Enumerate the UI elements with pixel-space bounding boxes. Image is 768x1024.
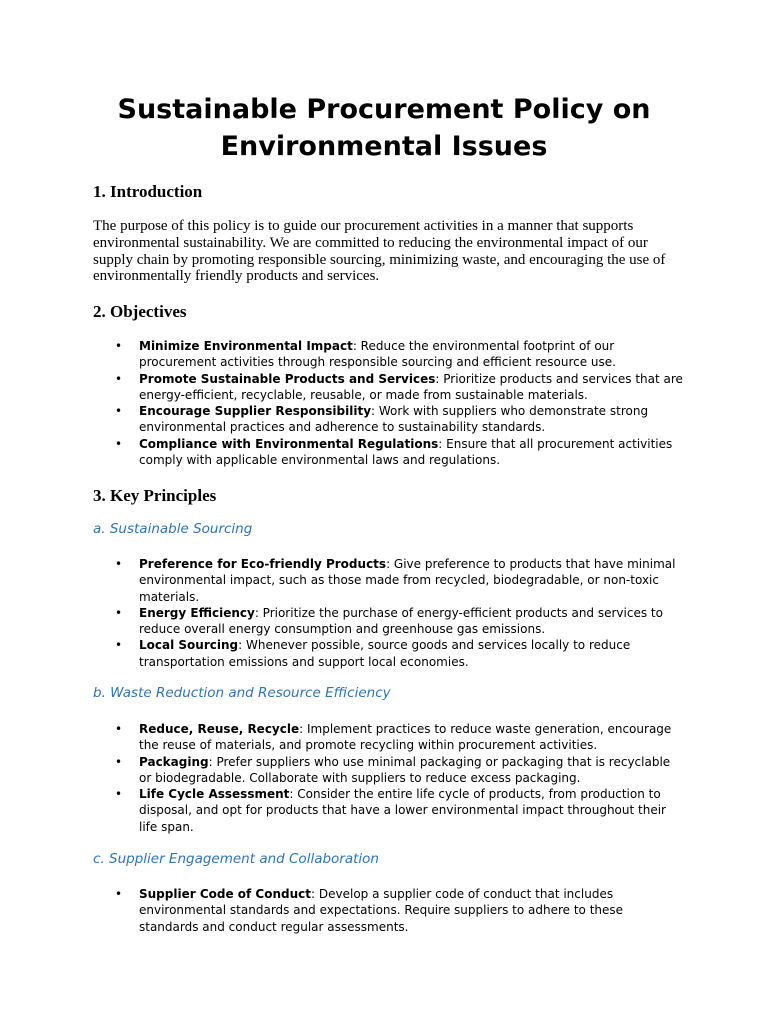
list-item: [115, 605, 685, 638]
list-item: [115, 754, 685, 787]
document-title: Sustainable Procurement Policy on Environmental Issues: [117, 94, 651, 162]
objectives-list: [115, 338, 685, 468]
list-item-term: Preference for Eco-friendly Products: [139, 557, 387, 571]
list-item: [115, 556, 685, 605]
list-item-term: Encourage Supplier Responsibility: [139, 404, 372, 419]
list-item-desc: : Prefer suppliers who use minimal packaging or packaging that is recyclable or biodegradable. Collaborate with suppliers to reduce excess packaging.: [139, 754, 671, 785]
introduction-paragraph: The purpose of this policy is to guide our procurement activities in a manner that supports environmental sustainability. We are committed to reducing the environmental impact of our supply chain by promoting responsible sourcing, minimizing waste, and encouraging the use of environmentally friendly products and services.: [93, 218, 666, 285]
list-item-desc: : Implement practices to reduce waste generation, encourage the reuse of materials, and promote recycling within procurement activities.: [139, 722, 672, 753]
waste-reduction-list: [115, 721, 685, 835]
list-item-desc: : Ensure that all procurement activities comply with applicable environmental laws and regulations.: [139, 436, 673, 468]
list-item-term: Energy Efficiency: [139, 605, 255, 620]
list-item-term: Packaging: [139, 754, 209, 769]
list-item-term: Promote Sustainable Products and Services: [139, 371, 436, 386]
section-heading-key-principles: 3. Key Principles: [93, 486, 217, 505]
list-item-desc: : Develop a supplier code of conduct that includes environmental standards and expectations. Require suppliers to adhere to these standards and conduct regular assessments.: [139, 887, 624, 934]
section-heading-introduction: 1. Introduction: [93, 182, 203, 201]
subsection-heading-supplier-engagement: c. Supplier Engagement and Collaboration: [93, 851, 379, 867]
list-item-term: Life Cycle Assessment: [139, 787, 290, 802]
list-item: [115, 721, 685, 754]
supplier-engagement-list: [115, 886, 685, 935]
list-item-term: Reduce, Reuse, Recycle: [139, 722, 300, 736]
list-item-desc: : Work with suppliers who demonstrate strong environmental practices and adherence to sustainability standards.: [139, 404, 649, 435]
section-heading-objectives: 2. Objectives: [93, 302, 187, 321]
list-item-desc: : Consider the entire life cycle of products, from production to disposal, and opt for products that have a lower environmental impact throughout their life span.: [139, 787, 666, 834]
list-item: [115, 886, 685, 935]
subsection-heading-waste-reduction: b. Waste Reduction and Resource Efficiency: [93, 685, 391, 701]
list-item-desc: : Reduce the environmental footprint of our procurement activities through responsible sourcing and efficient resource use.: [139, 339, 616, 370]
list-item-desc: : Prioritize the purchase of energy-efficient products and services to reduce overall energy consumption and greenhouse gas emissions.: [139, 605, 663, 637]
list-item: [115, 786, 685, 835]
list-item: [115, 371, 685, 404]
list-item: [115, 637, 685, 670]
list-item: [115, 436, 685, 469]
list-item-desc: : Whenever possible, source goods and services locally to reduce transportation emissions and support local economies.: [139, 638, 631, 669]
list-item-term: Local Sourcing: [139, 638, 239, 653]
list-item-desc: : Give preference to products that have minimal environmental impact, such as those made from recycled, biodegradable, or non-toxic materials.: [139, 557, 676, 604]
list-item-term: Compliance with Environmental Regulations: [139, 436, 439, 451]
subsection-heading-sustainable-sourcing: a. Sustainable Sourcing: [93, 521, 253, 537]
list-item-desc: : Prioritize products and services that are energy-efficient, recyclable, reusable, or made from sustainable materials.: [139, 371, 683, 402]
list-item: [115, 338, 685, 371]
list-item-term: Supplier Code of Conduct: [139, 887, 312, 901]
list-item: [115, 403, 685, 436]
list-item-term: Minimize Environmental Impact: [139, 339, 353, 353]
sustainable-sourcing-list: [115, 556, 685, 670]
